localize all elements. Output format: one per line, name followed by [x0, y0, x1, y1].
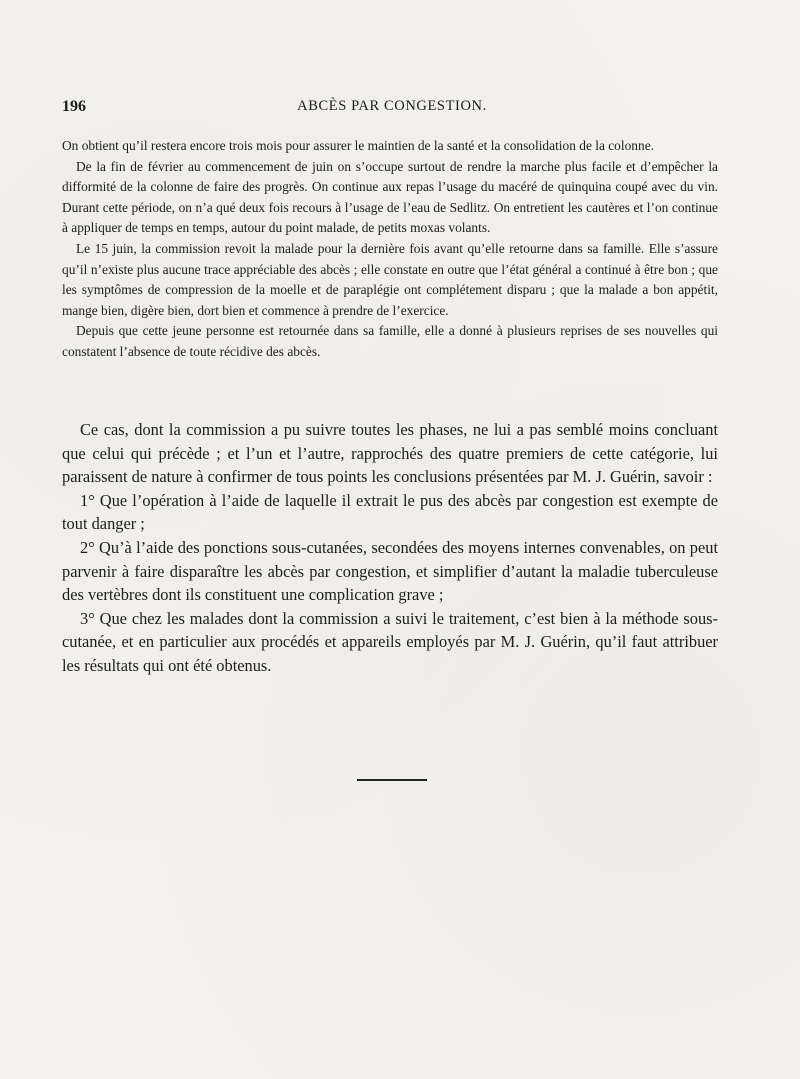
conclusion-item: 1° Que l’opération à l’aide de laquelle il extrait le pus des abcès par congestion est exempte de tout danger ;	[62, 490, 718, 534]
page-header	[62, 98, 722, 120]
paragraph: Ce cas, dont la commission a pu suivre toutes les phases, ne lui a pas semblé moins concluant que celui qui précède ; et l’un et l’autre, rapprochés des quatre premiers de cette catégorie, lui paraissent de nature à confirmer de tous points les conclusions présentées par M. J. Guérin, savoir :	[62, 420, 718, 487]
conclusion-item: 2° Qu’à l’aide des ponctions sous-cutanées, secondées des moyens internes convenables, on peut parvenir à faire disparaître les abcès par congestion, et simplifier d’autant la maladie tuberculeuse des vertèbres dont ils constituent une complication grave ;	[62, 537, 718, 605]
section-divider	[357, 779, 427, 781]
page-number: 196	[62, 98, 86, 115]
small-print-section	[62, 136, 718, 363]
running-title: ABCÈS PAR CONGESTION.	[297, 98, 487, 114]
conclusions-section	[62, 418, 718, 678]
paragraph: Depuis que cette jeune personne est retournée dans sa famille, elle a donné à plusieurs reprises de ses nouvelles qui constatent l’absence de toute récidive des abcès.	[62, 323, 718, 359]
paragraph: On obtient qu’il restera encore trois mois pour assurer le maintien de la santé et la consolidation de la colonne.	[62, 138, 654, 153]
paragraph: De la fin de février au commencement de juin on s’occupe surtout de rendre la marche plus facile et d’empêcher la difformité de la colonne de faire des progrès. On continue aux repas l’usage du macéré de quinquina coupé avec du vin. Durant cette période, on n’a qué deux fois recours à l’usage de l’eau de Sedlitz. On entretient les cautères et l’on continue à appliquer de temps en temps, autour du point malade, de petits moxas volants.	[62, 158, 718, 236]
conclusion-item: 3° Que chez les malades dont la commission a suivi le traitement, c’est bien à la méthode sous-cutanée, et en particulier aux procédés et appareils employés par M. J. Guérin, qu’il faut attribuer les résultats qui ont été obtenus.	[62, 608, 718, 675]
paragraph: Le 15 juin, la commission revoit la malade pour la dernière fois avant qu’elle retourne dans sa famille. Elle s’assure qu’il n’existe plus aucune trace appréciable des abcès ; elle constate en outre que l’état général a continué à être bon ; que les symptômes de compression de la moelle et de paraplégie ont complétement disparu ; que la malade a bon appétit, mange bien, digère bien, dort bien et commence à prendre de l’exercice.	[62, 240, 718, 318]
